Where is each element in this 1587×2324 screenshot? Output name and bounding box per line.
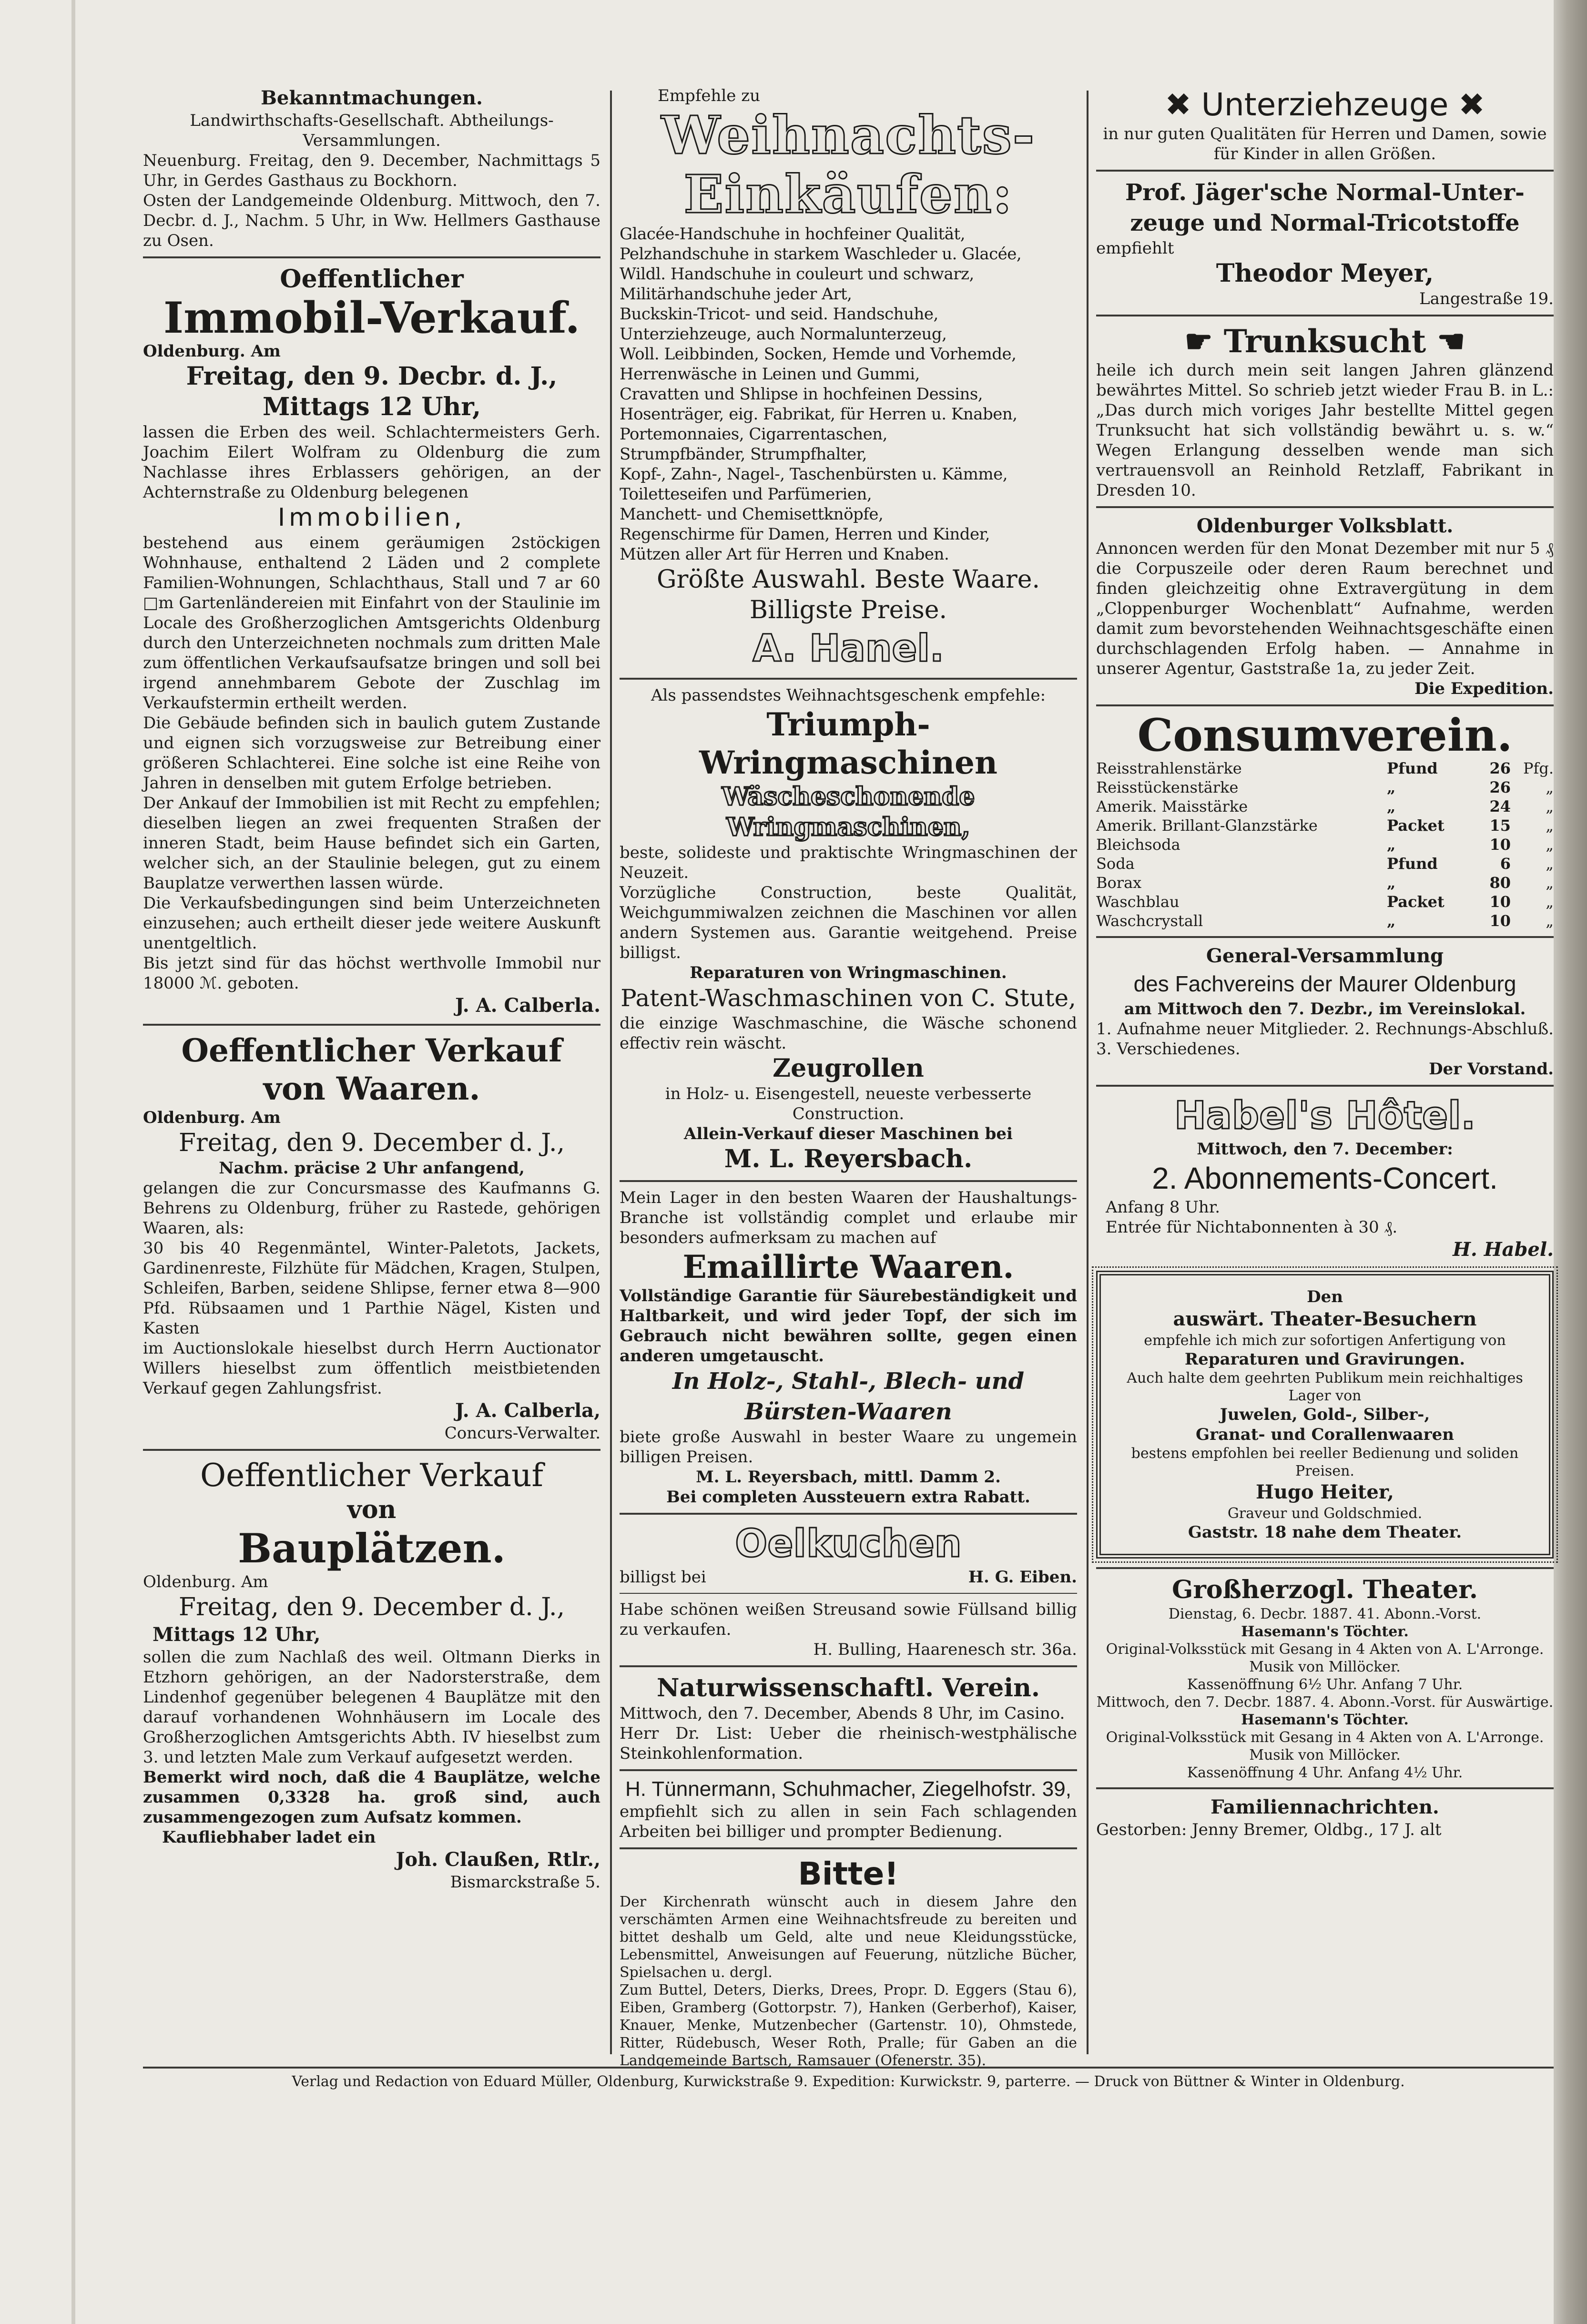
- ad-streusand: [620, 1600, 1077, 1660]
- ad-signature: H. Habel.: [1453, 1238, 1554, 1261]
- price-item: Borax: [1096, 874, 1142, 892]
- ad-habels-hotel: [1096, 1092, 1554, 1262]
- ad-title: Habel's Hôtel.: [1174, 1093, 1476, 1138]
- hand-pointer-icon: ☚: [1426, 323, 1465, 360]
- price-item: Reisstückenstärke: [1096, 778, 1239, 796]
- ad-text: Kaufliebhaber ladet ein: [162, 1828, 376, 1847]
- ad-title: Bauplätzen.: [238, 1525, 506, 1572]
- ad-text: Allein-Verkauf dieser Maschinen bei: [684, 1124, 1013, 1143]
- product-list-item: Cravatten und Shlipse in hochfeinen Dessins,: [620, 385, 983, 404]
- ad-text: Vorzügliche Construction, beste Qualität, Weichgummiwalzen zeichnen die Maschinen vor allen andern Systemen aus. Garantie weitgehend. Preise billigst.: [620, 883, 1077, 962]
- ad-hugo-heiter: [1096, 1271, 1554, 1559]
- ad-text: im Auctionslokale hieselbst durch Herrn Auctionator Willers hieselbst zum öffentlich meistbietenden Verkauf gegen Zahlungsfrist.: [143, 1339, 600, 1398]
- product-list-item: Strumpfbänder, Strumpfhalter,: [620, 445, 867, 464]
- ad-text: in Holz- u. Eisengestell, neueste verbesserte Construction.: [665, 1084, 1032, 1123]
- product-list-item: Portemonnaies, Cigarrentaschen,: [620, 425, 887, 444]
- price-row: [1096, 816, 1554, 835]
- product-list-item: Pelzhandschuhe in starkem Waschleder u. Glacée,: [620, 245, 1022, 264]
- product-list-item: Woll. Leibbinden, Socken, Hemde und Vorhemde,: [620, 345, 1017, 364]
- product-list-item: Wildl. Handschuhe in couleurt und schwarz,: [620, 265, 974, 284]
- ad-text: Kassenöffnung 4 Uhr. Anfang 4½ Uhr.: [1187, 1764, 1463, 1781]
- binding-edge: [71, 0, 75, 2324]
- ad-play-title: Hasemann's Töchter.: [1241, 1712, 1409, 1728]
- price-unit: „: [1387, 912, 1396, 930]
- product-list-item: Regenschirme für Damen, Herren und Kinder,: [620, 525, 990, 544]
- product-list-item: Glacée-Handschuhe in hochfeiner Qualität,: [620, 224, 966, 244]
- ad-text: Mittwoch, den 7. Decbr. 1887. 4. Abonn.-Vorst. für Auswärtige.: [1096, 1694, 1554, 1711]
- ad-signature: Hugo Heiter,: [1256, 1481, 1394, 1503]
- imprint-footer: Verlag und Redaction von Eduard Müller, Oldenburg, Kurwickstraße 9. Expedition: Kurwickstr. 9, parterre. — Druck von Büttner & Winter in Oldenburg.: [143, 2067, 1554, 2091]
- ad-title: Einkäufen:: [683, 163, 1013, 225]
- ad-text: beste, solideste und praktischte Wringmaschinen der Neuzeit.: [620, 843, 1077, 882]
- price-price: 10: [1489, 912, 1511, 930]
- ad-text: sollen die zum Nachlaß des weil. Oltmann Dierks in Etzhorn gehörigen, an der Nadorsterstraße, dem Lindenhof gegenüber belegenen 4 Bauplätze mit den darauf vorhandenen Wohnhäusern im Locale des Großherzoglichen Amtsgerichts Abth. IV hieselbst zum 3. und letzten Male zum Verkauf aufgesetzt werden.: [143, 1648, 600, 1767]
- ad-familiennachrichten: [1096, 1795, 1554, 1840]
- ad-pretitle: Empfehle zu: [658, 86, 761, 105]
- ad-signature: J. A. Calberla,: [455, 1399, 600, 1422]
- ad-play-title: Hasemann's Töchter.: [1241, 1623, 1409, 1640]
- price-row: [1096, 873, 1554, 892]
- price-cur: „: [1546, 836, 1554, 854]
- ad-place: Oldenburg. Am: [143, 1108, 281, 1127]
- divider: [143, 256, 600, 258]
- price-item: Bleichsoda: [1096, 836, 1180, 854]
- ad-subtitle: Wäscheschonende Wringmaschinen,: [722, 782, 975, 842]
- ad-weihnachts-einkaeufe: [620, 86, 1077, 672]
- ad-verkauf-waaren: [143, 1031, 600, 1443]
- ad-address: Bismarckstraße 5.: [450, 1873, 600, 1892]
- divider: [1096, 1085, 1554, 1087]
- price-cur: „: [1546, 874, 1554, 892]
- ad-text: die einzige Waschmaschine, die Wäsche schonend effectiv rein wäscht.: [620, 1014, 1077, 1053]
- ad-signature: Die Expedition.: [1414, 679, 1554, 698]
- ad-title: In Holz-, Stahl-, Blech- und: [672, 1368, 1025, 1395]
- ad-title: Bekanntmachungen.: [261, 87, 483, 109]
- divider: [620, 1769, 1077, 1771]
- column-3: [1096, 86, 1554, 2059]
- ad-text: Auch halte dem geehrten Publikum mein reichhaltiges Lager von: [1127, 1370, 1523, 1404]
- ad-pretitle: Oeffentlicher: [280, 265, 464, 294]
- ad-title: Reparaturen und Gravirungen.: [1184, 1350, 1465, 1369]
- ad-text: Die Gebäude befinden sich in baulich gutem Zustande und eignen sich vorzugsweise zur Betreibung einer größeren Schlachterei. Eine solche ist eine Reihe von Jahren in denselben mit gutem Erfolge betrieben.: [143, 714, 600, 793]
- price-price: 26: [1489, 759, 1511, 777]
- price-price: 80: [1489, 874, 1511, 892]
- divider: [620, 1847, 1077, 1849]
- price-cur: Pfg.: [1523, 759, 1554, 777]
- ad-oelkuchen: [620, 1520, 1077, 1587]
- ad-signature: M. L. Reyersbach, mittl. Damm 2.: [696, 1468, 1001, 1487]
- price-row: [1096, 797, 1554, 816]
- ad-text: Habe schönen weißen Streusand sowie Füllsand billig zu verkaufen.: [620, 1600, 1077, 1639]
- ad-text: in nur guten Qualitäten für Herren und Damen, sowie für Kinder in allen Größen.: [1103, 124, 1547, 163]
- ad-text: bestens empfohlen bei reeller Bedienung und soliden Preisen.: [1131, 1445, 1519, 1479]
- price-price: 6: [1500, 855, 1511, 873]
- price-unit: „: [1387, 797, 1396, 815]
- divider: [1096, 315, 1554, 316]
- ad-text: empfiehlt: [1096, 239, 1174, 258]
- ad-title: Weihnachts-: [661, 104, 1036, 166]
- ad-title: Oelkuchen: [735, 1521, 962, 1566]
- ad-tuennermann: [620, 1777, 1077, 1842]
- ad-naturwiss-verein: [620, 1673, 1077, 1763]
- ad-signature: H. Bulling, Haarenesch str. 36a.: [813, 1640, 1077, 1659]
- ad-text: Annoncen werden für den Monat Dezember mit nur 5 ₰ die Corpuszeile oder deren Raum berechnet und finden gleichzeitig ohne Extravergütung in dem „Cloppenburger Wochenblatt“ Aufnahme, werden damit zum bevorstehenden Weihnachtsgeschäfte einen durchschlagenden Erfolg haben. — Annahme in unserer Agentur, Gaststraße 1a, zu jeder Zeit.: [1096, 539, 1554, 678]
- ad-date: Freitag, den 9. December d. J.,: [178, 1593, 565, 1621]
- price-item: Amerik. Brillant-Glanzstärke: [1096, 816, 1318, 835]
- ad-consumverein: [1096, 709, 1554, 930]
- ad-text: empfiehlt sich zu allen in sein Fach schlagenden Arbeiten bei billiger und prompter Bedienung.: [620, 1802, 1077, 1841]
- price-row: [1096, 892, 1554, 911]
- ad-keyword: Immobilien,: [277, 503, 466, 532]
- ad-general-versammlung: [1096, 944, 1554, 1079]
- price-price: 15: [1489, 816, 1511, 835]
- ad-text: bestehend aus einem geräumigen 2stöckigen Wohnhause, enthaltend 2 Läden und 2 complete Familien-Wohnungen, Schlachthaus, Stall und 7 ar 60 □m Gartenländereien mit Einfahrt von der Staulinie im Locale des Großherzoglichen Amtsgerichts Oldenburg durch den Unterzeichneten nochmals zum dritten Male zum öffentlichen Verkaufsaufsatze bringen und soll bei irgend annehmbarem Gebote der Zuschlag im Verkaufstermin ertheilt werden.: [143, 533, 600, 713]
- ad-line: [620, 1567, 1077, 1587]
- ad-title: Großherzogl. Theater.: [1172, 1575, 1478, 1604]
- ad-jaeger-normal: [1096, 177, 1554, 309]
- ad-place: Oldenburg. Am: [143, 1572, 268, 1591]
- price-unit: Packet: [1387, 816, 1445, 835]
- price-row: [1096, 911, 1554, 930]
- price-price: 26: [1489, 778, 1511, 796]
- ad-title: von Waaren.: [263, 1070, 480, 1107]
- ad-immobil-verkauf: [143, 264, 600, 1018]
- ad-title: Oeffentlicher Verkauf: [181, 1032, 562, 1069]
- ad-title: zeuge und Normal-Tricotstoffe: [1130, 210, 1520, 236]
- ad-signature: M. L. Reyersbach.: [724, 1144, 973, 1173]
- ad-verkauf-bauplaetze: [143, 1457, 600, 1892]
- product-list-item: Manchett- und Chemisettknöpfe,: [620, 505, 884, 524]
- price-cur: „: [1546, 893, 1554, 911]
- product-list-item: Kopf-, Zahn-, Nagel-, Taschenbürsten u. Kämme,: [620, 465, 1008, 484]
- price-item: Waschblau: [1096, 893, 1180, 911]
- price-cur: „: [1546, 797, 1554, 815]
- column-rule-2: [1087, 91, 1089, 2054]
- ad-bitte: [620, 1855, 1077, 2069]
- price-row: [1096, 854, 1554, 873]
- price-item: Reisstrahlenstärke: [1096, 759, 1242, 777]
- ad-signature: J. A. Calberla.: [455, 994, 600, 1017]
- divider: [1096, 506, 1554, 508]
- ad-title: Immobil-Verkauf.: [163, 293, 580, 343]
- ad-title: Bürsten-Waaren: [744, 1398, 952, 1425]
- price-item: Amerik. Maisstärke: [1096, 797, 1248, 815]
- ad-address: Gaststr. 18 nahe dem Theater.: [1188, 1523, 1462, 1542]
- ad-text: am Mittwoch den 7. Dezbr., im Vereinslokal.: [1124, 999, 1526, 1019]
- ad-text: Anfang 8 Uhr.: [1106, 1198, 1221, 1217]
- ad-signature: Theodor Meyer,: [1216, 259, 1434, 288]
- ad-signature: Joh. Claußen, Rtlr.,: [396, 1848, 600, 1871]
- ad-trunksucht: [1096, 322, 1554, 500]
- ad-time: Mittags 12 Uhr,: [153, 1623, 321, 1646]
- divider: [1096, 936, 1554, 938]
- ad-text: Herr Dr. List: Ueber die rheinisch-westphälische Steinkohlenformation.: [620, 1724, 1077, 1763]
- ad-signature-role: Concurs-Verwalter.: [444, 1424, 600, 1443]
- ad-text: Bemerkt wird noch, daß die 4 Bauplätze, welche zusammen 0,3328 ha. groß sind, auch zusammengezogen zum Aufsatz kommen.: [143, 1768, 600, 1827]
- price-cur: „: [1546, 778, 1554, 796]
- ad-text: Mein Lager in den besten Waaren der Haushaltungs-Branche ist vollständig complet und erlaube mir besonders aufmerksam zu machen auf: [620, 1188, 1077, 1247]
- ad-volksblatt: [1096, 514, 1554, 699]
- divider: [143, 1449, 600, 1451]
- ad-text: Original-Volksstück mit Gesang in 4 Akten von A. L'Arronge. Musik von Millöcker.: [1106, 1641, 1544, 1675]
- column-rule-1: [610, 91, 612, 2054]
- price-unit: Pfund: [1387, 759, 1438, 777]
- ad-date: Freitag, den 9. Decbr. d. J.,: [186, 362, 558, 391]
- ad-time: Mittags 12 Uhr,: [262, 392, 481, 421]
- price-row: [1096, 759, 1554, 778]
- ad-title-text: Unterziehzeuge: [1201, 86, 1449, 123]
- ad-text: Bis jetzt sind für das höchst werthvolle Immobil nur 18000 ℳ. geboten.: [143, 954, 600, 993]
- ad-text: empfehle ich mich zur sofortigen Anfertigung von: [1144, 1332, 1506, 1349]
- ad-title-text: Trunksucht: [1223, 323, 1426, 360]
- divider: [1096, 704, 1554, 706]
- ad-text: Entrée für Nichtabonnenten à 30 ₰.: [1106, 1218, 1398, 1237]
- ad-slogan: Billigste Preise.: [749, 596, 947, 624]
- product-list-item: Buckskin-Tricot- und seid. Handschuhe,: [620, 305, 938, 324]
- divider: [620, 1665, 1077, 1667]
- ad-grossherzogl-theater: [1096, 1575, 1554, 1782]
- ad-place: Oldenburg. Am: [143, 342, 281, 361]
- ad-title: 2. Abonnements-Concert.: [1152, 1161, 1498, 1195]
- ad-text: lassen die Erben des weil. Schlachtermeisters Gerh. Joachim Eilert Wolfram zu Oldenburg die zum Nachlasse ihres Erblassers gehörigen, an der Achternstraße zu Oldenburg belegenen: [143, 423, 600, 502]
- cross-icon: ✖: [1165, 86, 1201, 123]
- product-list-item: Mützen aller Art für Herren und Knaben.: [620, 545, 949, 564]
- ad-text: Dienstag, 6. Decbr. 1887. 41. Abonn.-Vorst.: [1168, 1606, 1482, 1622]
- price-unit: Pfund: [1387, 855, 1438, 873]
- hand-pointer-icon: ☛: [1184, 323, 1224, 360]
- ad-text: Der Kirchenrath wünscht auch in diesem Jahre den verschämten Armen eine Weihnachtsfreude zu bereiten und bittet deshalb um Geld, alte und neue Kleidungsstücke, Lebensmittel, Anweisungen auf Feuerung, nützliche Bücher, Spielsachen u. dergl.: [620, 1894, 1077, 1981]
- divider: [143, 1024, 600, 1026]
- ad-text: Reparaturen von Wringmaschinen.: [690, 963, 1007, 982]
- ad-title: Juwelen, Gold-, Silber-,: [1220, 1405, 1430, 1424]
- ad-title: Patent-Waschmaschinen von C. Stute,: [621, 984, 1076, 1012]
- ad-text: biete große Auswahl in bester Waare zu ungemein billigen Preisen.: [620, 1427, 1077, 1467]
- ad-title: Bitte!: [798, 1855, 899, 1892]
- ad-title: [1096, 86, 1554, 124]
- ad-text: heile ich durch mein seit langen Jahren glänzend bewährtes Mittel. So schrieb jetzt wieder Frau B. in L.: „Das durch mich voriges Jahr bestellte Mittel gegen Trunksucht hat sich vollständig bewährt u. s. w.“ Wegen Erlangung desselben wende man sich vertrauensvoll an Reinhold Retzlaff, Fabrikant in Dresden 10.: [1096, 361, 1554, 500]
- price-unit: „: [1387, 874, 1396, 892]
- ad-title: Granat- und Corallenwaaren: [1196, 1425, 1454, 1444]
- ad-title: H. Tünnermann, Schuhmacher, Ziegelhofstr. 39,: [625, 1777, 1071, 1801]
- column-2: [620, 86, 1077, 2069]
- ad-text: Landwirthschafts-Gesellschaft. Abtheilungs-Versammlungen.: [190, 111, 554, 150]
- ad-text: Original-Volksstück mit Gesang in 4 Akten von A. L'Arronge. Musik von Millöcker.: [1106, 1729, 1544, 1763]
- ad-title: Zeugrollen: [773, 1054, 924, 1083]
- ad-wringmaschinen: [620, 685, 1077, 1174]
- price-unit: „: [1387, 778, 1396, 796]
- ad-text: 30 bis 40 Regenmäntel, Winter-Paletots, Jackets, Gardinenreste, Filzhüte für Mädchen, Kragen, Stulpen, Schleifen, Barben, seidene Shlipse, ferner etwa 8—900 Pfd. Rübsaamen und 1 Parthie Nägel, Kisten und Kasten: [143, 1239, 600, 1338]
- product-list-item: Unterziehzeuge, auch Normalunterzeug,: [620, 325, 947, 344]
- ad-title: Triumph-Wringmaschinen: [699, 706, 998, 781]
- ad-slogan: Größte Auswahl. Beste Waare.: [656, 565, 1040, 594]
- ad-pretitle: Den: [1307, 1287, 1343, 1306]
- ad-title: von: [347, 1495, 397, 1524]
- ad-text: Zum Buttel, Deters, Dierks, Drees, Propr. D. Eggers (Stau 6), Eiben, Gramberg (Gottorpstr. 7), Hanken (Gerberhof), Kaiser, Knauer, Menke, Mutzenbecher (Gartenstr. 10), Ohmstede, Ritter, Rüdebusch, Weser Roth, Pralle; für Gaben an die Landgemeinde Bartsch, Ramsauer (Ofenerstr. 35).: [620, 1982, 1077, 2069]
- ad-title: Prof. Jäger'sche Normal-Unter-: [1125, 179, 1525, 206]
- ad-title: Familiennachrichten.: [1211, 1796, 1439, 1818]
- ad-emaillirte-waaren: [620, 1188, 1077, 1507]
- ad-text: Neuenburg. Freitag, den 9. December, Nachmittags 5 Uhr, in Gerdes Gasthaus zu Bockhorn.: [143, 151, 600, 190]
- product-list-item: Toiletteseifen und Parfümerien,: [620, 485, 872, 504]
- product-list-item: Hosenträger, eig. Fabrikat, für Herren u. Knaben,: [620, 405, 1017, 424]
- ad-signature-role: Graveur und Goldschmied.: [1227, 1505, 1423, 1522]
- ad-text: Bei completen Aussteuern extra Rabatt.: [666, 1488, 1030, 1507]
- ad-text: Mittwoch, den 7. December, Abends 8 Uhr, im Casino.: [620, 1704, 1065, 1723]
- price-unit: Packet: [1387, 893, 1445, 911]
- price-price: 24: [1489, 797, 1511, 815]
- price-table: [1096, 759, 1554, 930]
- ad-date: Freitag, den 9. December d. J.,: [178, 1129, 565, 1157]
- cross-icon: ✖: [1448, 86, 1485, 123]
- ad-title: Consumverein.: [1137, 709, 1513, 762]
- ad-title: des Fachvereins der Maurer Oldenburg: [1133, 971, 1516, 996]
- product-list-item: Militärhandschuhe jeder Art,: [620, 285, 852, 304]
- divider: [620, 1593, 1077, 1594]
- ad-text: Mittwoch, den 7. December:: [1197, 1140, 1453, 1159]
- ad-signature: A. Hanel.: [753, 627, 944, 670]
- ad-text: Vollständige Garantie für Säurebeständigkeit und Haltbarkeit, und wird jeder Topf, der sich im Gebrauch nicht bewähren sollte, gegen einen anderen umgetauscht.: [620, 1286, 1077, 1366]
- divider: [620, 1180, 1077, 1182]
- ad-bekanntmachungen: [143, 86, 600, 251]
- price-cur: „: [1546, 912, 1554, 930]
- product-list-item: Herrenwäsche in Leinen und Gummi,: [620, 365, 920, 384]
- price-item: Soda: [1096, 855, 1135, 873]
- ad-title: Emaillirte Waaren.: [682, 1248, 1014, 1285]
- divider: [1096, 1787, 1554, 1789]
- price-row: [1096, 835, 1554, 854]
- ad-title: Oeffentlicher Verkauf: [200, 1457, 543, 1494]
- ad-text: Kassenöffnung 6½ Uhr. Anfang 7 Uhr.: [1187, 1676, 1463, 1693]
- ad-address: Langestraße 19.: [1419, 289, 1554, 308]
- divider: [1096, 1567, 1554, 1569]
- page-edge-shadow: [1554, 0, 1587, 2324]
- price-price: 10: [1489, 836, 1511, 854]
- ad-title: Naturwissenschaftl. Verein.: [657, 1673, 1040, 1702]
- ad-text: 1. Aufnahme neuer Mitglieder. 2. Rechnungs-Abschluß. 3. Verschiedenes.: [1096, 1019, 1554, 1059]
- ad-pretitle: Als passendstes Weihnachtsgeschenk empfehle:: [651, 686, 1046, 705]
- ad-title: General-Versammlung: [1206, 945, 1444, 967]
- price-item: Waschcrystall: [1096, 912, 1203, 930]
- ad-signature: Der Vorstand.: [1429, 1060, 1554, 1079]
- price-unit: „: [1387, 836, 1396, 854]
- ad-title: Oldenburger Volksblatt.: [1196, 515, 1454, 537]
- ad-text: gelangen die zur Concursmasse des Kaufmanns G. Behrens zu Oldenburg, früher zu Rastede, gehörigen Waaren, als:: [143, 1179, 600, 1238]
- ad-unterziehzeuge: [1096, 86, 1554, 164]
- divider: [620, 678, 1077, 680]
- ad-text: Gestorben: Jenny Bremer, Oldbg., 17 J. alt: [1096, 1820, 1442, 1839]
- ad-time: Nachm. präcise 2 Uhr anfangend,: [219, 1159, 525, 1178]
- ad-text: billigst bei: [620, 1568, 706, 1587]
- ad-title: auswärt. Theater-Besuchern: [1173, 1308, 1477, 1330]
- ad-title: [1096, 322, 1554, 360]
- price-row: [1096, 778, 1554, 797]
- price-cur: „: [1546, 816, 1554, 835]
- ad-text: Die Verkaufsbedingungen sind beim Unterzeichneten einzusehen; auch ertheilt dieser jede weitere Auskunft unentgeltlich.: [143, 894, 600, 953]
- ad-text: Der Ankauf der Immobilien ist mit Recht zu empfehlen; dieselben liegen an zwei frequenten Straßen der inneren Stadt, beim Hause befindet sich ein Garten, welcher sich, an der Staulinie belegen, gut zu einem Bauplatze verwerthen lassen würde.: [143, 794, 600, 893]
- column-1: [143, 86, 600, 2059]
- ad-text: Osten der Landgemeinde Oldenburg. Mittwoch, den 7. Decbr. d. J., Nachm. 5 Uhr, in Ww. Hellmers Gasthause zu Osen.: [143, 191, 600, 250]
- divider: [620, 1513, 1077, 1515]
- divider: [1096, 170, 1554, 172]
- product-list: [620, 224, 1077, 564]
- price-price: 10: [1489, 893, 1511, 911]
- price-cur: „: [1546, 855, 1554, 873]
- ad-signature: H. G. Eiben.: [968, 1568, 1077, 1587]
